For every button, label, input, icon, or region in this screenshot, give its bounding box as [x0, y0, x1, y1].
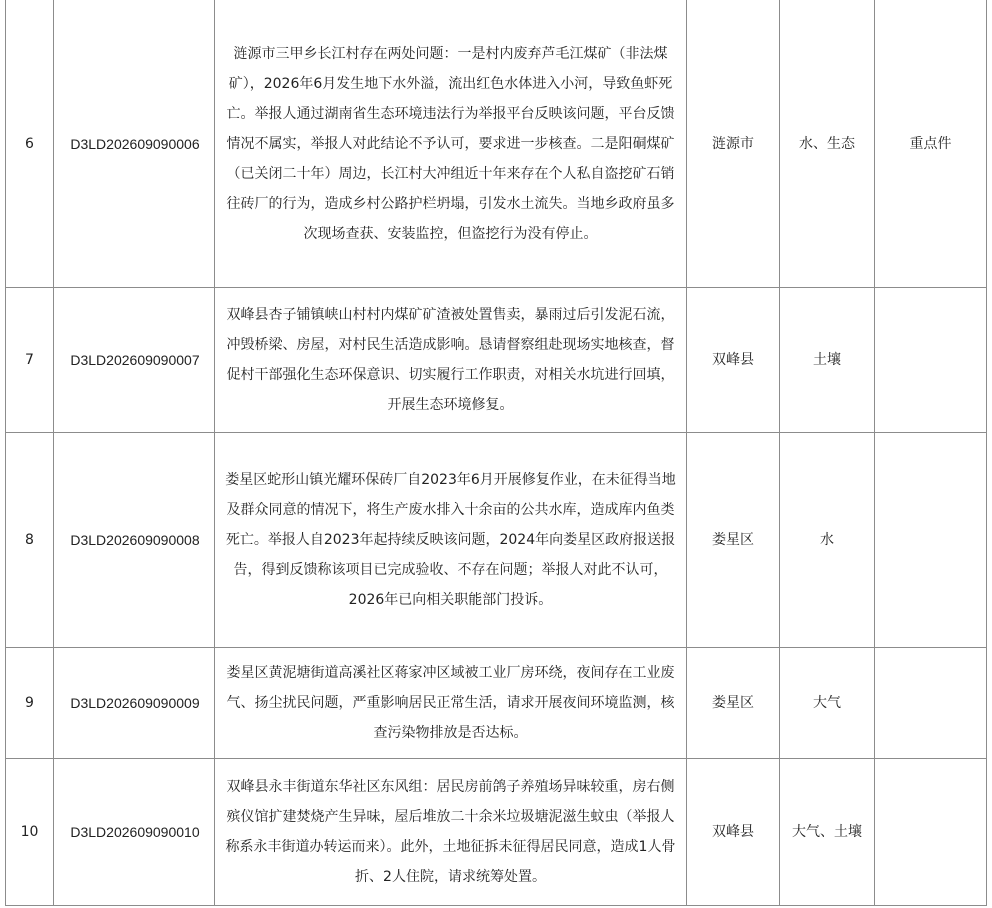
priority-flag [875, 288, 987, 433]
case-description: 娄星区蛇形山镇光耀环保砖厂自2023年6月开展修复作业，在未征得当地及群众同意的情况下，将生产废水排入十余亩的公共水库，造成库内鱼类死亡。举报人自2023年起持续反映该问题，2024年向娄星区政府报送报告，得到反馈称该项目已完成验收、不存在问题；举报人对此不认可，2026年已向相关职能部门投诉。 [215, 433, 687, 648]
row-number: 10 [6, 759, 54, 906]
case-description: 娄星区黄泥塘街道高溪社区蒋家冲区域被工业厂房环绕，夜间存在工业废气、扬尘扰民问题，严重影响居民正常生活，请求开展夜间环境监测，核查污染物排放是否达标。 [215, 648, 687, 759]
case-area: 双峰县 [687, 759, 780, 906]
case-area: 娄星区 [687, 433, 780, 648]
table-row [6, 759, 987, 906]
case-area: 涟源市 [687, 0, 780, 288]
case-code: D3LD202609090009 [54, 648, 215, 759]
table-row [6, 433, 987, 648]
case-description: 涟源市三甲乡长江村存在两处问题：一是村内废弃芦毛江煤矿（非法煤矿），2026年6月发生地下水外溢，流出红色水体进入小河，导致鱼虾死亡。举报人通过湖南省生态环境违法行为举报平台反映该问题，平台反馈情况不属实，举报人对此结论不予认可，要求进一步核查。二是阳硐煤矿（已关闭二十年）周边，长江村大冲组近十年来存在个人私自盗挖矿石销往砖厂的行为，造成乡村公路护栏坍塌，引发水土流失。当地乡政府虽多次现场查获、安装监控，但盗挖行为没有停止。 [215, 0, 687, 288]
priority-flag [875, 759, 987, 906]
case-description: 双峰县永丰街道东华社区东风组：居民房前鸽子养殖场异味较重，房右侧殡仪馆扩建焚烧产生异味，屋后堆放二十余米垃圾塘泥滋生蚊虫（举报人称系永丰街道办转运而来）。此外，土地征拆未征得居民同意，造成1人骨折、2人住院，请求统筹处置。 [215, 759, 687, 906]
case-area: 双峰县 [687, 288, 780, 433]
table-row [6, 0, 987, 288]
case-code: D3LD202609090006 [54, 0, 215, 288]
pollution-type: 水、生态 [780, 0, 875, 288]
pollution-type: 大气、土壤 [780, 759, 875, 906]
row-number: 7 [6, 288, 54, 433]
pollution-type: 土壤 [780, 288, 875, 433]
row-number: 6 [6, 0, 54, 288]
priority-flag [875, 433, 987, 648]
row-number: 8 [6, 433, 54, 648]
case-code: D3LD202609090008 [54, 433, 215, 648]
case-code: D3LD202609090007 [54, 288, 215, 433]
table-row [6, 288, 987, 433]
pollution-type: 大气 [780, 648, 875, 759]
case-description: 双峰县杏子铺镇峡山村村内煤矿矿渣被处置售卖，暴雨过后引发泥石流，冲毁桥梁、房屋，对村民生活造成影响。恳请督察组赴现场实地核查，督促村干部强化生态环保意识、切实履行工作职责，对相关水坑进行回填，开展生态环境修复。 [215, 288, 687, 433]
case-area: 娄星区 [687, 648, 780, 759]
pollution-type: 水 [780, 433, 875, 648]
complaint-table [5, 0, 987, 906]
priority-flag [875, 648, 987, 759]
case-code: D3LD202609090010 [54, 759, 215, 906]
row-number: 9 [6, 648, 54, 759]
priority-flag: 重点件 [875, 0, 987, 288]
table-row [6, 648, 987, 759]
